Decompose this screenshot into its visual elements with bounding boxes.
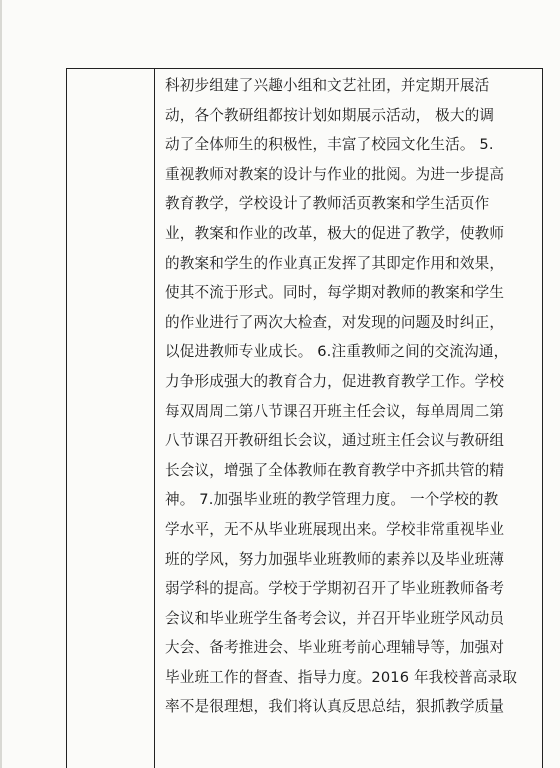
- label-column-cell: [67, 69, 155, 768]
- text-line: 重视教师对教案的设计与作业的批阅。为进一步提高: [165, 165, 505, 183]
- text-line: 科初步组建了兴趣小组和文艺社团，并定期开展活: [165, 77, 490, 94]
- text-line: 以促进教师专业成长。 6.注重教师之间的交流沟通，: [165, 343, 509, 361]
- text-line: 使其不流于形式。同时，每学期对教师的教案和学生: [165, 284, 505, 302]
- text-line: 的教案和学生的作业真正发挥了其即定作用和效果，: [165, 254, 505, 272]
- text-line: 弱学科的提高。学校于学期初召开了毕业班教师备考: [165, 580, 505, 598]
- text-line: 动了全体师生的积极性，丰富了校园文化生活。 5.: [165, 136, 494, 154]
- text-line: 神。 7.加强毕业班的教学管理力度。 一个学校的教: [165, 491, 499, 509]
- text-line: 学水平，无不从毕业班展现出来。学校非常重视毕业: [165, 520, 505, 538]
- scan-edge: [0, 0, 2, 768]
- text-line: 力争形成强大的教育合力，促进教育教学工作。学校: [165, 372, 505, 390]
- report-table: [66, 68, 543, 768]
- text-line: 业，教案和作业的改革，极大的促进了教学，使教师: [165, 224, 505, 242]
- content-cell: [165, 71, 535, 722]
- text-line: 会议和毕业班学生备考会议，并召开毕业班学风动员: [165, 609, 505, 627]
- text-line: 八节课召开教研组长会议，通过班主任会议与教研组: [165, 432, 505, 450]
- text-line: 率不是很理想，我们将认真反思总结，狠抓教学质量: [165, 698, 505, 716]
- text-line: 教育教学，学校设计了教师活页教案和学生活页作: [165, 195, 490, 213]
- text-line: 班的学风，努力加强毕业班教师的素养以及毕业班薄: [165, 550, 505, 568]
- text-line: 的作业进行了两次大检查，对发现的问题及时纠正，: [165, 313, 505, 331]
- text-line: 长会议，增强了全体教师在教育教学中齐抓共管的精: [165, 461, 505, 479]
- text-line: 每双周周二第八节课召开班主任会议，每单周周二第: [165, 402, 505, 420]
- text-line: 大会、备考推进会、毕业班考前心理辅导等，加强对: [165, 639, 505, 657]
- text-line: 动，各个教研组都按计划如期展示活动， 极大的调: [165, 106, 495, 124]
- text-line: 毕业班工作的督查、指导力度。2016 年我校普高录取: [165, 668, 518, 686]
